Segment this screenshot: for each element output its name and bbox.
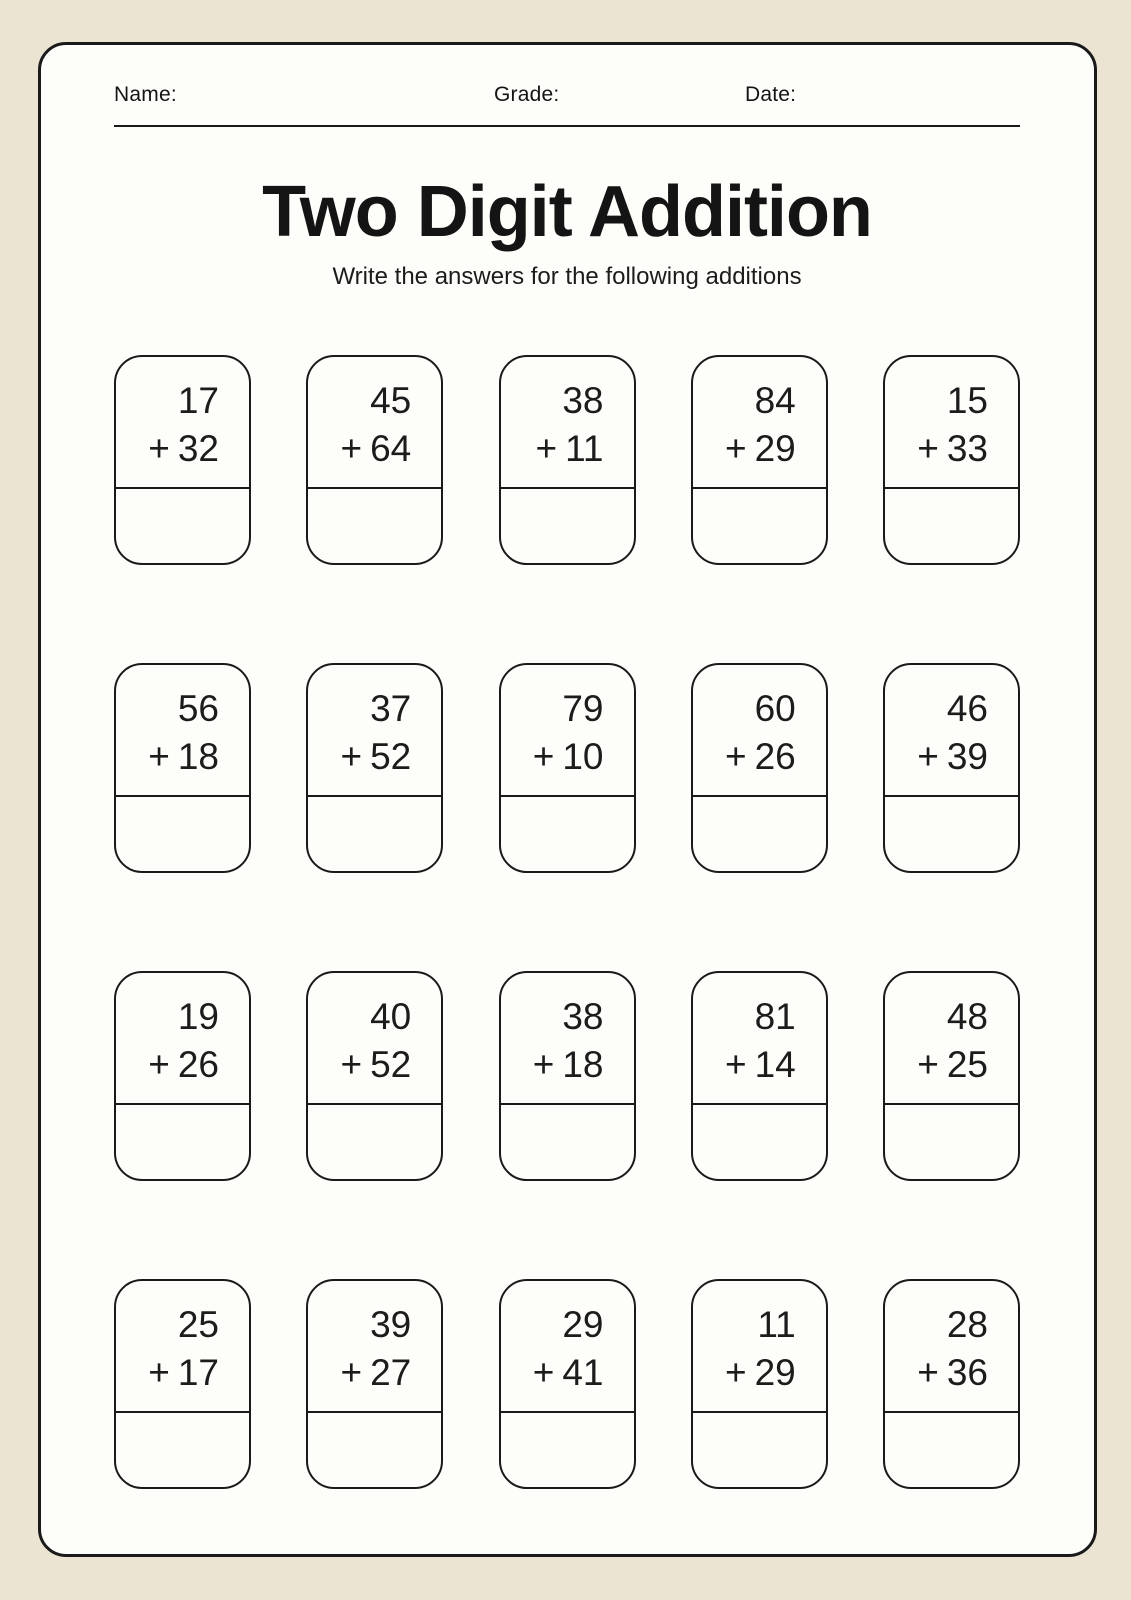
addend-top: 79 <box>562 688 604 729</box>
addend-bottom: 41 <box>562 1352 604 1393</box>
operands <box>308 357 441 473</box>
answer-box[interactable] <box>693 490 826 563</box>
addend-top: 11 <box>757 1304 796 1345</box>
answer-divider <box>693 487 826 489</box>
plus-sign: + <box>724 1352 747 1393</box>
operands <box>885 665 1018 781</box>
addition-card <box>114 1279 251 1489</box>
addend-bottom: 14 <box>754 1044 796 1085</box>
addend-top: 38 <box>562 996 604 1037</box>
addend-top: 38 <box>562 380 604 421</box>
operands <box>501 357 634 473</box>
addition-card <box>306 663 443 873</box>
answer-box[interactable] <box>885 1106 1018 1179</box>
plus-sign: + <box>532 1044 555 1085</box>
addend-bottom: 32 <box>177 428 219 469</box>
plus-sign: + <box>724 736 747 777</box>
addend-top: 84 <box>754 380 796 421</box>
name-field[interactable] <box>184 83 484 109</box>
plus-sign: + <box>532 1352 555 1393</box>
answer-divider <box>501 487 634 489</box>
addition-card <box>499 971 636 1181</box>
plus-sign: + <box>148 1044 170 1085</box>
addend-top: 29 <box>562 1304 604 1345</box>
answer-box[interactable] <box>885 798 1018 871</box>
date-label: Date: <box>745 83 797 106</box>
answer-divider <box>116 1411 249 1413</box>
operands <box>693 973 826 1089</box>
addend-bottom: 25 <box>946 1044 988 1085</box>
operands <box>693 1281 826 1397</box>
addend-top: 48 <box>946 996 988 1037</box>
date-field[interactable] <box>802 83 1017 109</box>
answer-box[interactable] <box>885 490 1018 563</box>
answer-box[interactable] <box>693 1414 826 1487</box>
plus-sign: + <box>340 1044 363 1085</box>
addend-bottom: 29 <box>754 428 796 469</box>
operands <box>501 1281 634 1397</box>
operands <box>501 973 634 1089</box>
operands <box>693 665 826 781</box>
plus-sign: + <box>340 428 363 469</box>
addend-bottom: 27 <box>370 1352 412 1393</box>
answer-divider <box>693 1411 826 1413</box>
addition-card <box>306 1279 443 1489</box>
answer-divider <box>501 1103 634 1105</box>
answer-divider <box>693 1103 826 1105</box>
answer-box[interactable] <box>116 1106 249 1179</box>
operands <box>501 665 634 781</box>
answer-box[interactable] <box>308 1414 441 1487</box>
plus-sign: + <box>340 736 363 777</box>
answer-box[interactable] <box>501 490 634 563</box>
answer-box[interactable] <box>308 798 441 871</box>
worksheet-header <box>114 81 1020 127</box>
addition-card <box>691 1279 828 1489</box>
addend-bottom: 52 <box>370 1044 412 1085</box>
plus-sign: + <box>148 1352 170 1393</box>
addition-card <box>306 971 443 1181</box>
addition-card <box>499 355 636 565</box>
addition-card <box>499 663 636 873</box>
worksheet-page <box>38 42 1097 1557</box>
plus-sign: + <box>724 1044 747 1085</box>
addend-bottom: 39 <box>946 736 988 777</box>
answer-divider <box>116 1103 249 1105</box>
answer-box[interactable] <box>693 1106 826 1179</box>
operands <box>693 357 826 473</box>
addition-card <box>691 355 828 565</box>
answer-divider <box>501 795 634 797</box>
addend-bottom: 33 <box>946 428 988 469</box>
answer-box[interactable] <box>116 1414 249 1487</box>
addend-bottom: 18 <box>177 736 219 777</box>
addend-bottom: 11 <box>565 428 604 469</box>
plus-sign: + <box>535 428 558 469</box>
answer-divider <box>308 1411 441 1413</box>
addend-bottom: 18 <box>562 1044 604 1085</box>
answer-box[interactable] <box>501 1414 634 1487</box>
addition-card <box>691 663 828 873</box>
plus-sign: + <box>917 736 939 777</box>
plus-sign: + <box>340 1352 363 1393</box>
operands <box>885 357 1018 473</box>
plus-sign: + <box>148 428 170 469</box>
answer-divider <box>308 795 441 797</box>
answer-box[interactable] <box>308 490 441 563</box>
addend-top: 60 <box>754 688 796 729</box>
page-subtitle: Write the answers for the following additions <box>332 263 802 290</box>
addend-top: 45 <box>370 380 412 421</box>
answer-divider <box>693 795 826 797</box>
answer-box[interactable] <box>693 798 826 871</box>
addend-top: 46 <box>946 688 988 729</box>
plus-sign: + <box>532 736 555 777</box>
problem-grid <box>114 355 1020 1489</box>
plus-sign: + <box>917 1044 939 1085</box>
plus-sign: + <box>917 428 939 469</box>
addend-top: 81 <box>754 996 796 1037</box>
answer-box[interactable] <box>501 1106 634 1179</box>
operands <box>308 1281 441 1397</box>
addition-card <box>114 971 251 1181</box>
addend-bottom: 64 <box>370 428 412 469</box>
operands <box>885 1281 1018 1397</box>
operands <box>116 357 249 473</box>
answer-divider <box>116 795 249 797</box>
answer-divider <box>885 795 1018 797</box>
addend-bottom: 10 <box>562 736 604 777</box>
answer-box[interactable] <box>501 798 634 871</box>
addition-card <box>883 355 1020 565</box>
addition-card <box>499 1279 636 1489</box>
addend-top: 25 <box>177 1304 219 1345</box>
addend-bottom: 17 <box>177 1352 219 1393</box>
answer-divider <box>885 1103 1018 1105</box>
plus-sign: + <box>148 736 170 777</box>
addition-card <box>883 663 1020 873</box>
operands <box>116 1281 249 1397</box>
addend-top: 40 <box>370 996 412 1037</box>
addend-bottom: 52 <box>370 736 412 777</box>
addend-top: 39 <box>370 1304 412 1345</box>
addend-top: 19 <box>177 996 219 1037</box>
answer-divider <box>501 1411 634 1413</box>
addend-top: 17 <box>177 380 219 421</box>
operands <box>308 665 441 781</box>
addition-card <box>883 1279 1020 1489</box>
addition-card <box>114 663 251 873</box>
page-title: Two Digit Addition <box>262 172 872 252</box>
addend-top: 37 <box>370 688 412 729</box>
addition-card <box>306 355 443 565</box>
answer-divider <box>885 487 1018 489</box>
addend-top: 28 <box>946 1304 988 1345</box>
operands <box>885 973 1018 1089</box>
answer-box[interactable] <box>116 490 249 563</box>
addend-bottom: 26 <box>754 736 796 777</box>
addition-card <box>883 971 1020 1181</box>
addend-top: 15 <box>946 380 988 421</box>
addend-top: 56 <box>177 688 219 729</box>
answer-box[interactable] <box>885 1414 1018 1487</box>
addend-bottom: 26 <box>177 1044 219 1085</box>
operands <box>308 973 441 1089</box>
plus-sign: + <box>917 1352 939 1393</box>
answer-divider <box>116 487 249 489</box>
addend-bottom: 29 <box>754 1352 796 1393</box>
addend-bottom: 36 <box>946 1352 988 1393</box>
answer-divider <box>308 1103 441 1105</box>
addition-card <box>691 971 828 1181</box>
grade-field[interactable] <box>564 83 734 109</box>
operands <box>116 973 249 1089</box>
name-label: Name: <box>114 83 177 106</box>
answer-box[interactable] <box>116 798 249 871</box>
answer-divider <box>308 487 441 489</box>
answer-box[interactable] <box>308 1106 441 1179</box>
operands <box>116 665 249 781</box>
answer-divider <box>885 1411 1018 1413</box>
grade-label: Grade: <box>494 83 560 106</box>
plus-sign: + <box>724 428 747 469</box>
addition-card <box>114 355 251 565</box>
